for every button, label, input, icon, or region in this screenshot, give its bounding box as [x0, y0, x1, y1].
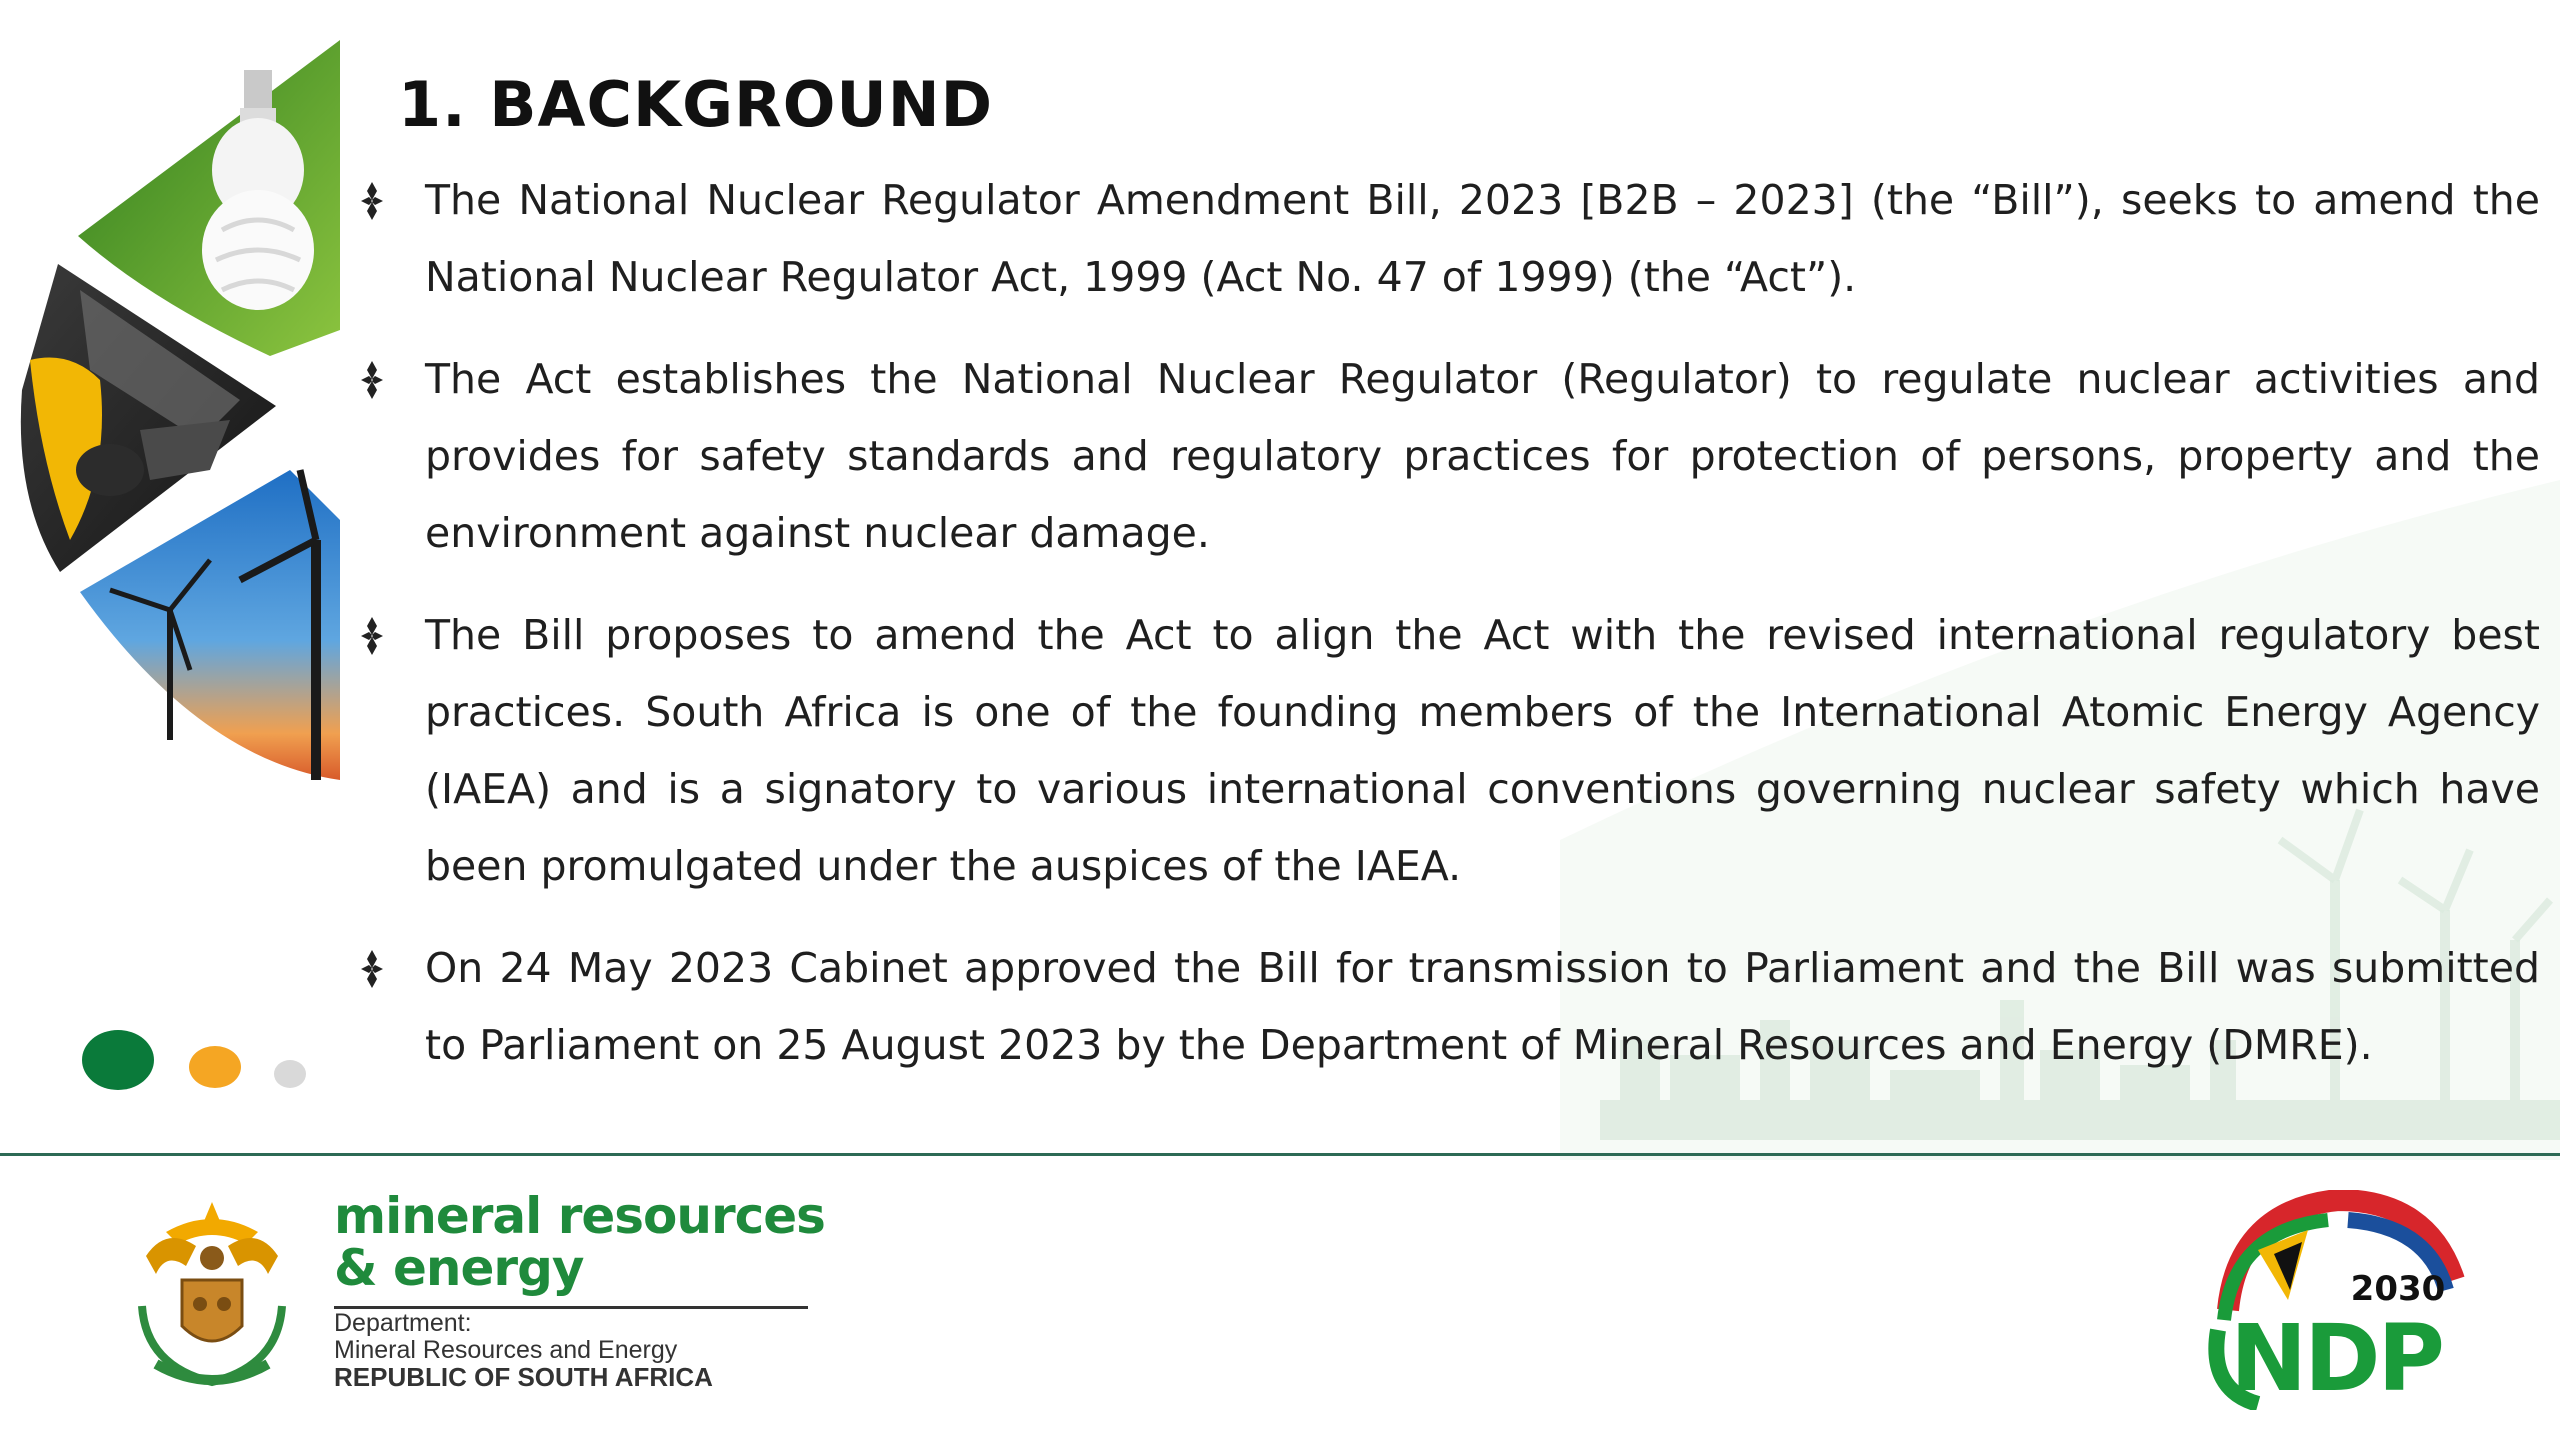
decorative-dot-gray	[274, 1060, 306, 1088]
decorative-image-fan	[0, 0, 360, 800]
footer-divider	[0, 1153, 2560, 1156]
ndp-text: NDP	[2230, 1305, 2442, 1410]
slide-title: 1. BACKGROUND	[398, 68, 994, 141]
four-diamond-bullet-icon	[352, 930, 392, 1007]
four-diamond-bullet-icon	[352, 597, 392, 674]
brand-line-1: mineral resources	[334, 1187, 825, 1245]
bullet-list	[352, 162, 2540, 1109]
department-details	[334, 1310, 713, 1391]
decorative-dot-orange	[189, 1046, 241, 1088]
bullet-item	[352, 930, 2540, 1084]
country-name: REPUBLIC OF SOUTH AFRICA	[334, 1362, 713, 1392]
decorative-dot-green	[82, 1030, 154, 1090]
four-diamond-bullet-icon	[352, 341, 392, 418]
bullet-item	[352, 341, 2540, 572]
ndp-year: 2030	[2350, 1269, 2446, 1309]
dept-label: Department:	[334, 1309, 472, 1337]
bullet-text: The Bill proposes to amend the Act to align the Act with the revised international regulatory best practices. South Africa is one of the founding members of the International Atomic Energy Agency (IAEA) and is a signatory to various international conventions governing nuclear safety which have been promulgated under the auspices of the IAEA.	[425, 611, 2540, 890]
bullet-text: The Act establishes the National Nuclear Regulator (Regulator) to regulate nuclear activities and provides for safety standards and regulatory practices for protection of persons, property and the environment against nuclear damage.	[425, 355, 2540, 557]
bullet-item	[352, 597, 2540, 905]
bullet-text: The National Nuclear Regulator Amendment Bill, 2023 [B2B – 2023] (the “Bill”), seeks to amend the National Nuclear Regulator Act, 1999 (Act No. 47 of 1999) (the “Act”).	[425, 176, 2540, 301]
brand-line-2: & energy	[334, 1239, 584, 1297]
ndp-2030-logo	[2198, 1190, 2474, 1410]
dept-full-name: Mineral Resources and Energy	[334, 1336, 678, 1364]
bullet-item	[352, 162, 2540, 316]
department-brand-name	[334, 1187, 825, 1297]
four-diamond-bullet-icon	[352, 162, 392, 239]
coat-of-arms-logo	[126, 1196, 298, 1396]
bullet-text: On 24 May 2023 Cabinet approved the Bill for transmission to Parliament and the Bill was submitted to Parliament on 25 August 2023 by the Department of Mineral Resources and Energy (DMRE).	[425, 944, 2540, 1069]
